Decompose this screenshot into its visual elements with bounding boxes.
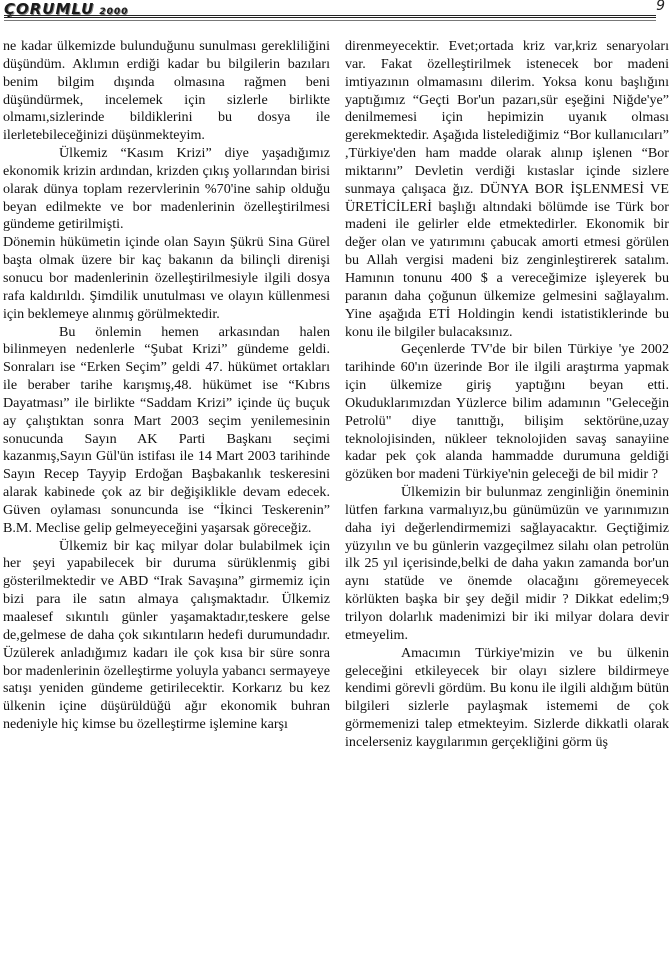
paragraph: Ülkemizin bir bulunmaz zenginliğin öneminin lütfen farkına varmalıyız,bu günümüzün ve yarınımızın daha iyi değerlendirmemizi sağlayacaktır. Geçtiğimiz yüzyılın ve bu günlerin vazgeçilmez silahı olan petrolün ilk 25 yıl içerisinde,belki de daha yakın zamanda bor'un aynı statüde ve önemde olacağını göremeyecek körlükten başka bir şey değil midir ? Dikkat edelim;9 trilyon dolarlık madenimizi bir iki milyar dolara devir etmeyelim.	[345, 484, 669, 643]
paragraph: direnmeyecektir. Evet;ortada kriz var,kriz senaryoları var. Fakat özelleştirilmek istenecek bor madeni imtiyazının olmamasını dilerim. Yoksa konu başlığını yaptığımız “Geçti Bor'un pazarı,sür eşeğini Niğde'ye” denilmemesi için hepimizin uyanık olması gerekmektedir. Aşağıda listelediğimiz “Bor kullanıcıları” ,Türkiye'den ham madde olarak alınıp işlenen “Bor miktarını” Devletin verdiği kıstaslar içinde sizlere sunmaya çalışaca ğız. DÜNYA BOR İŞLENMESİ VE ÜRETİCİLERİ başlığı altındaki bölümde ise Türk bor madeni ile gelirler elde etmektedirler. Ekonomik bir değer olan ve yatırımını çabucak amorti etmesi görülen bu Allah vergisi madeni biz zenginleştirerek satalım. Hamının tonunu 400 $ a vereceğimize işleyerek bu paranın daha çoğunun ülkemize gelmesini sağlayalım. Yine aşağıda ETİ Holdingin kendi istatistiklerinde bu konu ile bilgiler bulacaksınız.	[345, 38, 669, 340]
masthead-year: 2000	[99, 7, 129, 17]
paragraph: Geçenlerde TV'de bir bilen Türkiye 'ye 2002 tarihinde 60'ın üzerinde Bor ile ilgili araştırma yapmak için ülkemize giriş yaptığını beyan etti. Okuduklarımızdan Yüzlerce bilim adamının "Geleceğin Petrolü" diye tanıttığı, bilişim sektörüne,uzay teknolojisinden, nükleer teknolojiden savaş sanayiine kadar pek çok alanda hammadde durumuna geldiği gözüken bor madeni Türkiye'nin geleceği de bil midir ?	[345, 341, 669, 483]
paragraph: Dönemin hükümetin içinde olan Sayın Şükrü Sina Gürel başta olmak üzere bir kaç bakanın da bilinçli direnişi sonucu bor madenlerinin özelleştirilmesiyle ilgili dosya rafa kaldırıldı. Şimdilik unutulması ve olayın küllenmesi için beklemeye alınmış görülmektedir.	[3, 234, 330, 322]
masthead-title: ÇORUMLU	[4, 0, 95, 18]
paragraph: Bu önlemin hemen arkasından halen bilinmeyen nedenlerle “Şubat Krizi” gündeme geldi. Sonraları ise “Erken Seçim” geldi 47. hükümet ortakları ile beraber tarihe karışmış,48. hükümet ise “Kıbrıs Dayatması” ile birlikte “Saddam Krizi” içinde üç buçuk ay çalıştıktan sonra Mart 2003 seçim yenilemesinin sonucunda Sayın AK Parti Başkanı seçimi kazanmış,Sayın Gül'ün istifası ile 14 Mart 2003 tarihinde Sayın Recep Tayyip Erdoğan Başbakanlık teskeresini alarak kabinede çok az bir değişiklikle devam edecek. Güven oylaması sonuncunda ise “İkinci Teskerenin” B.M. Meclise gelip gelmeyeceğini yaşarsak göreceğiz.	[3, 323, 330, 536]
right-column	[345, 38, 669, 973]
paragraph: Ülkemiz “Kasım Krizi” diye yaşadığımız ekonomik krizin ardından, krizden çıkış yollarından birisi olarak dünya toplam rezervlerinin %70'ine sahip olduğu beyan edilmekte ve bor madenlerinin özelleştirilmesi gündeme getirilmişti.	[3, 145, 330, 233]
paragraph: Ülkemiz bir kaç milyar dolar bulabilmek için her şeyi yapabilecek bir duruma sürüklenmiş gibi gösterilmektedir ve ABD “Irak Savaşına” girmemiz için bizi para ile satın almaya çalışmaktadır. Ülkemiz maalesef sıkıntılı günler yaşamaktadır,teskere gelse de,gelmese de daha çok sıkıntıların hedefi durumundadır. Üzülerek anladığımız kadarı ile çok kısa bir süre sonra bor madenlerinin özelleştirme yoluyla yabancı sermayeye satışı yeniden gündeme getirilecektir. Korkarız bu kez ülkenin içine düşürüldüğü ağır ekonomik buhran nedeniyle hiç kimse bu özelleştirme işlemine karşı	[3, 537, 330, 733]
header-rule-thin	[4, 20, 656, 21]
left-column	[3, 38, 330, 973]
page-header	[0, 0, 671, 30]
paragraph: Amacımın Türkiye'mizin ve bu ülkenin geleceğini etkileyecek bir olayı sizlere bildirmeye kendimi görevli gördüm. Bu konu ile ilgili aldığım bütün bilgileri sizlerle paylaşmak istememi de çok görmemenizi talep etmekteyim. Sizlerde dikkatli olarak incelerseniz kaygılarımın gerçekliğini görm üş	[345, 644, 669, 750]
paragraph: ne kadar ülkemizde bulunduğunu sunulması gerekliliğini düşündüm. Aklımın erdiği kadar bu bilgilerin bazıları benim bilgim dışında olmasına rağmen beni düşündürmek, incelemek için sizlerle birlikte olmamı,sizlerinde bildiklerini bu dosya ile ilerletebileceğinizi düşünmekteyim.	[3, 38, 330, 144]
page-number: 9	[656, 0, 665, 14]
header-rule	[4, 15, 656, 18]
